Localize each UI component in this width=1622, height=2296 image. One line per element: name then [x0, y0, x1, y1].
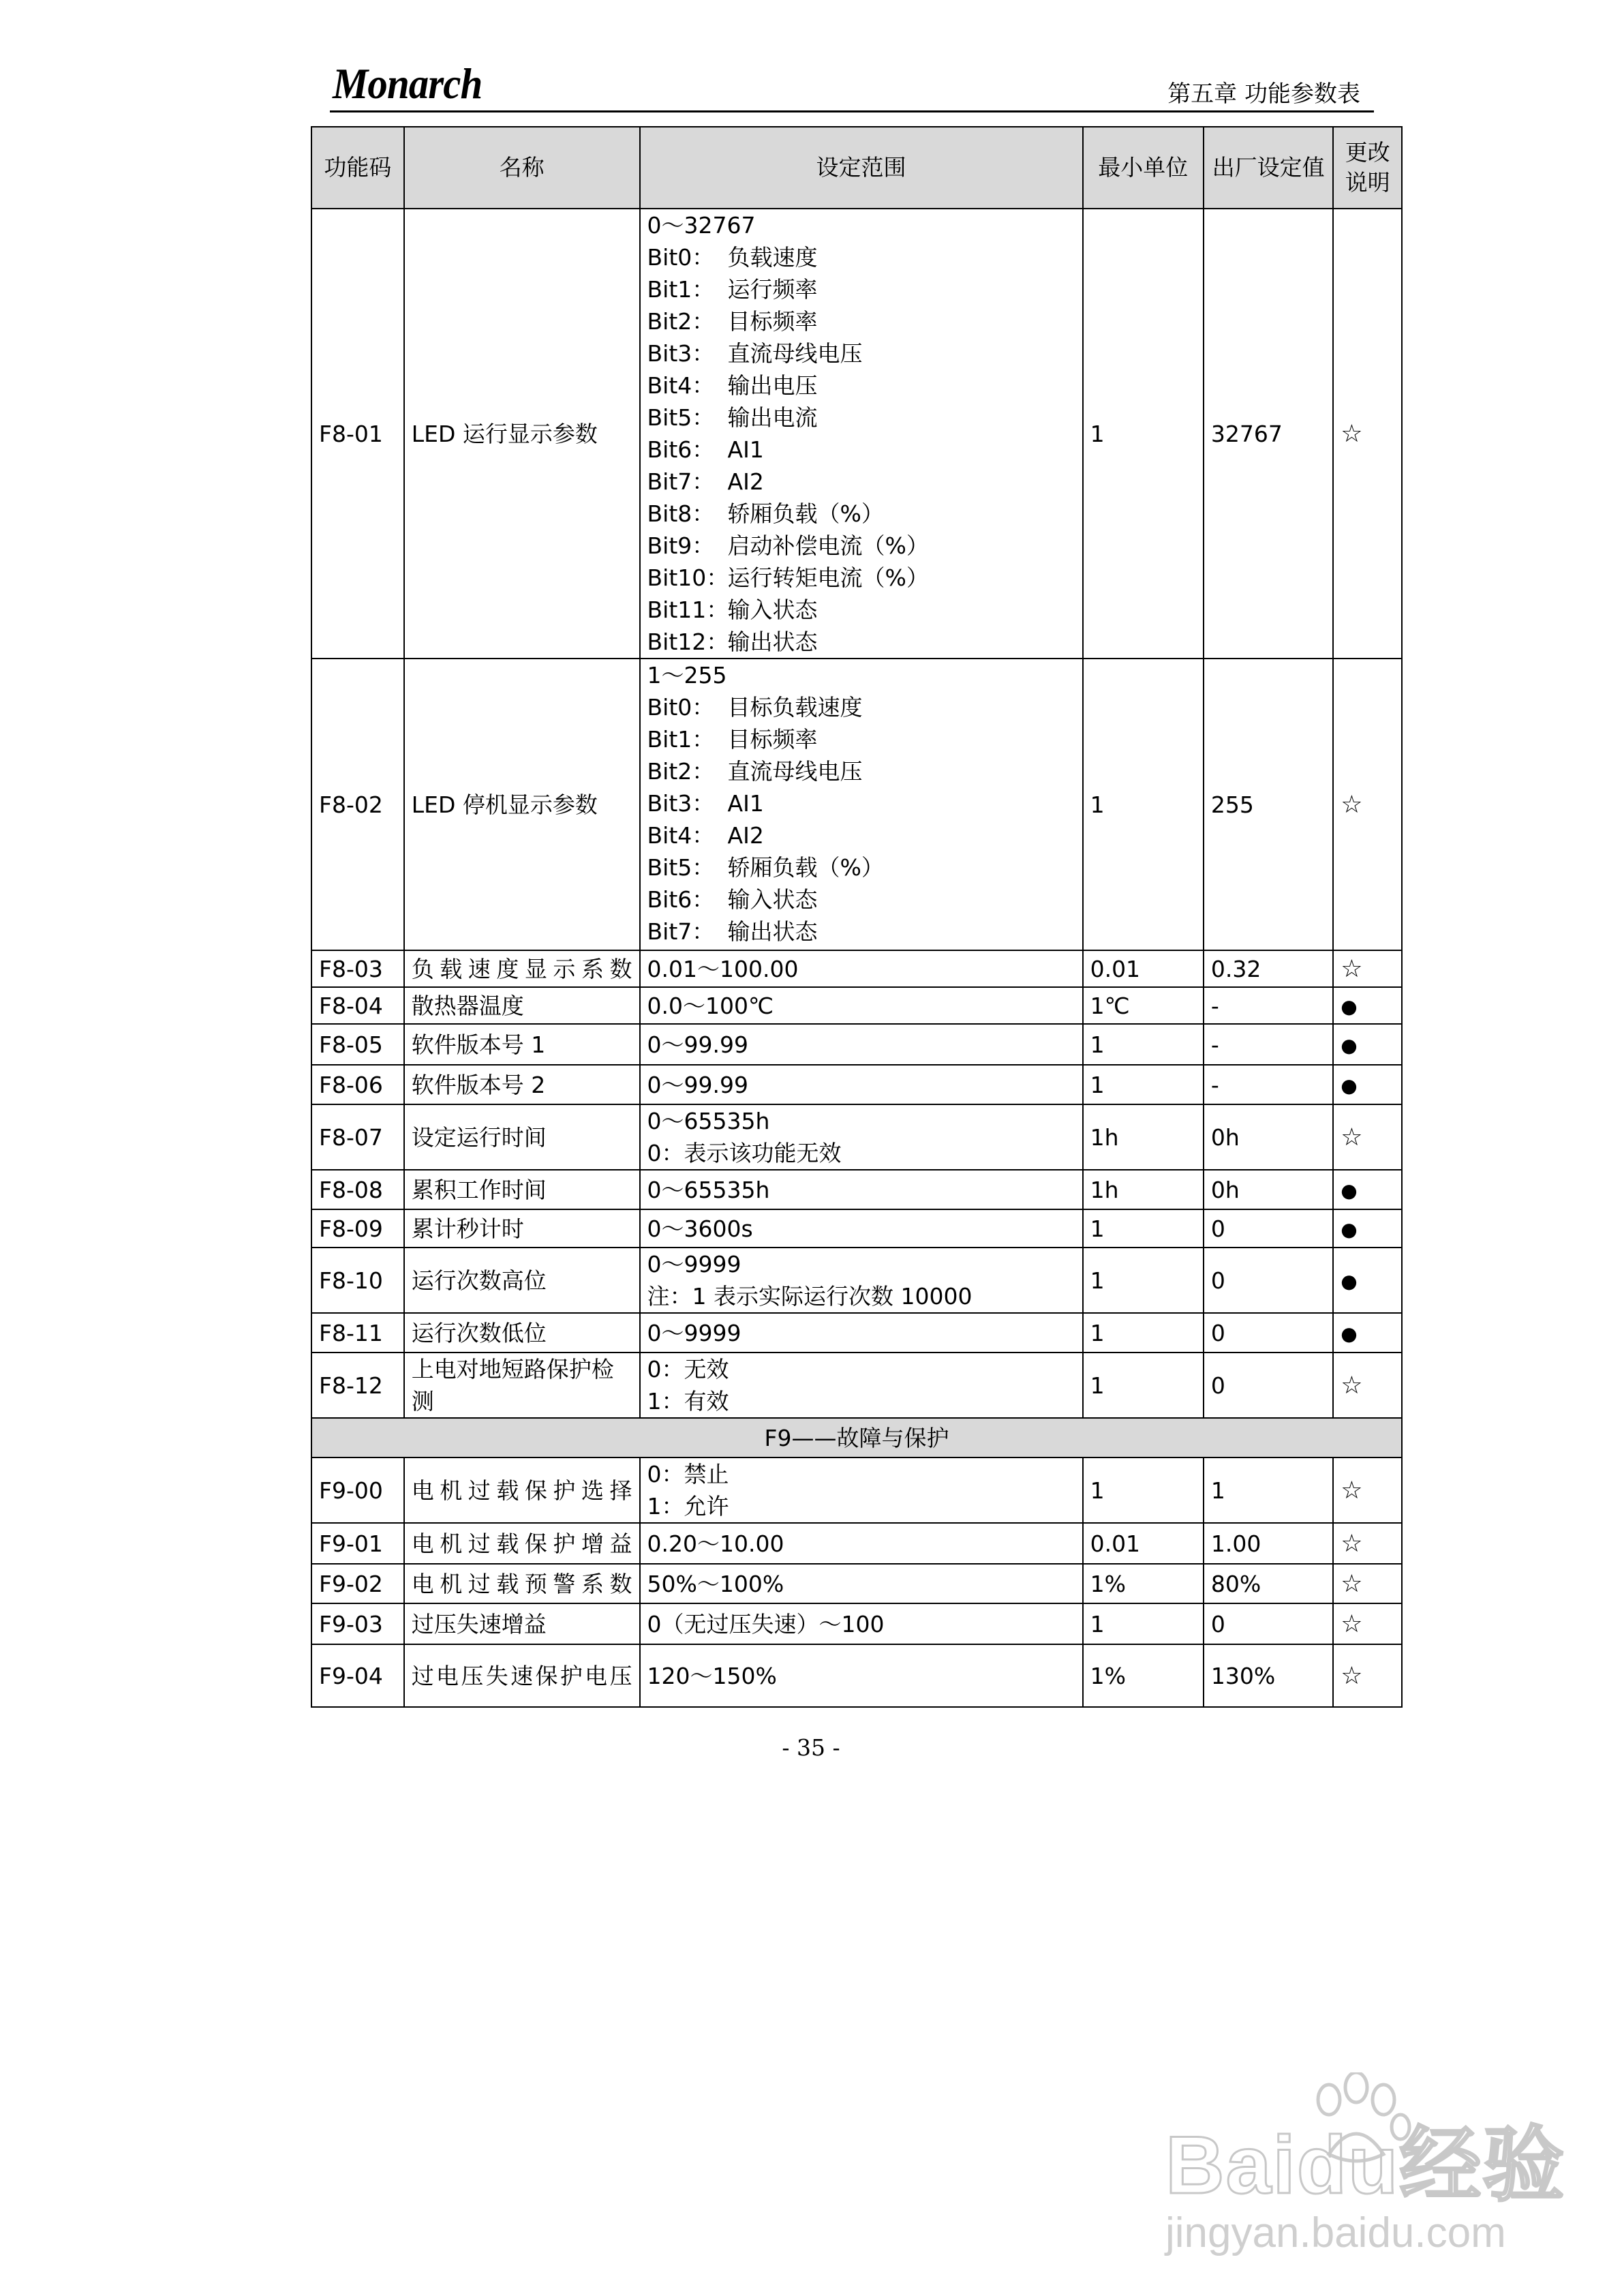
star-icon: ☆ [1341, 1476, 1363, 1505]
range-line: 1：允许 [647, 1493, 729, 1520]
cell-change [1333, 659, 1402, 950]
cell-change [1333, 1564, 1402, 1603]
bit-line [647, 916, 1075, 948]
cell-change [1333, 1170, 1402, 1209]
brand-logo: Monarch [333, 59, 483, 108]
bit-line [647, 530, 1075, 562]
cell-default: 0h [1204, 1170, 1333, 1209]
bit-line [647, 755, 1075, 787]
bit-value: 运行转矩电流（%） [727, 564, 929, 591]
header-rule [330, 110, 1374, 112]
bit-key: Bit9： [647, 532, 715, 559]
cell-unit: 1 [1083, 1353, 1204, 1418]
cell-range [640, 1170, 1083, 1209]
cell-code: F8-06 [311, 1065, 404, 1104]
header-default: 出厂设定值 [1204, 127, 1333, 209]
cell-code: F8-03 [311, 950, 404, 987]
table-row [311, 1644, 1402, 1707]
bit-line [647, 723, 1075, 755]
bit-line [647, 691, 1075, 723]
cell-unit: 1 [1083, 209, 1204, 659]
bit-line [647, 273, 1075, 305]
bit-value: 输出状态 [727, 629, 818, 655]
bit-key: Bit6： [647, 436, 715, 463]
cell-change [1333, 1644, 1402, 1707]
bit-line [647, 305, 1075, 337]
cell-name: 电机过载保护增益 [404, 1523, 640, 1564]
table-row [311, 1457, 1402, 1523]
cell-name: 散热器温度 [404, 987, 640, 1024]
bit-key: Bit6： [647, 886, 715, 913]
bit-line [647, 369, 1075, 402]
bit-line [647, 594, 1075, 626]
cell-unit: 1 [1083, 659, 1204, 950]
cell-name: 软件版本号 1 [404, 1024, 640, 1065]
bit-value: AI2 [727, 468, 764, 495]
cell-range [640, 950, 1083, 987]
cell-change [1333, 1603, 1402, 1644]
cell-change [1333, 1457, 1402, 1523]
star-icon: ☆ [1341, 419, 1363, 448]
cell-change [1333, 1024, 1402, 1065]
cell-unit: 1% [1083, 1564, 1204, 1603]
range-line: 0～65535h [647, 1108, 770, 1134]
bit-key: Bit0： [647, 244, 715, 271]
table-row [311, 209, 1402, 659]
bit-line [647, 851, 1075, 883]
cell-name: 设定运行时间 [404, 1104, 640, 1170]
star-icon: ☆ [1341, 1371, 1363, 1400]
star-icon: ☆ [1341, 1661, 1363, 1690]
bit-line [647, 466, 1075, 498]
dot-icon: ● [1341, 1218, 1358, 1241]
cell-unit: 1h [1083, 1170, 1204, 1209]
cell-range [640, 1313, 1083, 1353]
cell-default: 32767 [1204, 209, 1333, 659]
bit-value: 直流母线电压 [727, 340, 863, 367]
cell-code: F8-09 [311, 1209, 404, 1248]
cell-unit: 1 [1083, 1248, 1204, 1313]
range-line: 50%～100% [647, 1570, 784, 1597]
cell-name: 软件版本号 2 [404, 1065, 640, 1104]
bit-value: 运行频率 [727, 276, 818, 303]
cell-code: F8-11 [311, 1313, 404, 1353]
cell-range [640, 1603, 1083, 1644]
bit-key: Bit8： [647, 500, 715, 527]
range-line: 0～3600s [647, 1215, 753, 1242]
header-name: 名称 [404, 127, 640, 209]
cell-default: 0 [1204, 1248, 1333, 1313]
cell-unit: 1 [1083, 1603, 1204, 1644]
range-line: 0～32767 [647, 212, 756, 239]
cell-default: 0h [1204, 1104, 1333, 1170]
table-row [311, 950, 1402, 987]
bit-line [647, 434, 1075, 466]
bit-line [647, 402, 1075, 434]
bit-value: AI2 [727, 822, 764, 849]
dot-icon: ● [1341, 995, 1358, 1018]
bit-line [647, 498, 1075, 530]
dot-icon: ● [1341, 1074, 1358, 1097]
cell-unit: 1 [1083, 1209, 1204, 1248]
range-line: 0.0～100℃ [647, 992, 774, 1019]
cell-range [640, 1248, 1083, 1313]
cell-name: 运行次数高位 [404, 1248, 640, 1313]
bit-key: Bit10： [647, 564, 729, 591]
cell-unit: 1 [1083, 1065, 1204, 1104]
cell-code: F8-05 [311, 1024, 404, 1065]
cell-name: LED 停机显示参数 [404, 659, 640, 950]
bit-key: Bit5： [647, 854, 715, 881]
table-header-row [311, 127, 1402, 209]
cell-name: 过电压失速保护电压 [404, 1644, 640, 1707]
bit-line [647, 626, 1075, 658]
star-icon: ☆ [1341, 1610, 1363, 1638]
dot-icon: ● [1341, 1179, 1358, 1202]
table-row [311, 1024, 1402, 1065]
bit-key: Bit3： [647, 340, 715, 367]
cell-unit: 1 [1083, 1457, 1204, 1523]
cell-default: 0 [1204, 1603, 1333, 1644]
cell-default: 0 [1204, 1209, 1333, 1248]
bit-line [647, 883, 1075, 916]
bit-value: 目标频率 [727, 726, 818, 753]
range-line: 0～65535h [647, 1176, 770, 1203]
range-line: 1：有效 [647, 1388, 729, 1415]
table-row [311, 1209, 1402, 1248]
bit-key: Bit1： [647, 276, 715, 303]
table-row [311, 1104, 1402, 1170]
cell-name: 累计秒计时 [404, 1209, 640, 1248]
cell-code: F8-12 [311, 1353, 404, 1418]
cell-default: 80% [1204, 1564, 1333, 1603]
star-icon: ☆ [1341, 790, 1363, 819]
range-line: 0：无效 [647, 1356, 729, 1383]
bit-value: AI1 [727, 436, 764, 463]
cell-name: 电机过载预警系数 [404, 1564, 640, 1603]
cell-name: 累积工作时间 [404, 1170, 640, 1209]
bit-value: 启动补偿电流（%） [727, 532, 929, 559]
cell-code: F9-02 [311, 1564, 404, 1603]
cell-default: 130% [1204, 1644, 1333, 1707]
cell-default: 0.32 [1204, 950, 1333, 987]
cell-code: F9-04 [311, 1644, 404, 1707]
header-code: 功能码 [311, 127, 404, 209]
cell-unit: 1 [1083, 1313, 1204, 1353]
range-line: 0.01～100.00 [647, 955, 799, 982]
bit-value: 输出状态 [727, 918, 818, 945]
cell-default: 1 [1204, 1457, 1333, 1523]
cell-change [1333, 1353, 1402, 1418]
table-row [311, 1313, 1402, 1353]
cell-change [1333, 1523, 1402, 1564]
cell-range [640, 1104, 1083, 1170]
page-number: - 35 - [782, 1734, 840, 1761]
range-line: 0：表示该功能无效 [647, 1140, 842, 1166]
bit-line [647, 337, 1075, 369]
cell-change [1333, 1248, 1402, 1313]
parameter-table [311, 126, 1403, 1708]
range-line: 0.20～10.00 [647, 1530, 784, 1557]
range-line: 0～99.99 [647, 1071, 748, 1098]
bit-key: Bit1： [647, 726, 715, 753]
cell-code: F8-07 [311, 1104, 404, 1170]
cell-code: F9-01 [311, 1523, 404, 1564]
bit-value: AI1 [727, 790, 764, 817]
watermark [1124, 2072, 1602, 2277]
cell-name: 负载速度显示系数 [404, 950, 640, 987]
cell-change [1333, 1065, 1402, 1104]
bit-value: 输出电压 [727, 372, 818, 399]
cell-code: F9-03 [311, 1603, 404, 1644]
bit-key: Bit2： [647, 308, 715, 335]
bit-value: 输入状态 [727, 596, 818, 623]
bit-key: Bit11： [647, 596, 729, 623]
dot-icon: ● [1341, 1269, 1358, 1293]
cell-unit: 0.01 [1083, 950, 1204, 987]
cell-name: 电机过载保护选择 [404, 1457, 640, 1523]
cell-default: 1.00 [1204, 1523, 1333, 1564]
star-icon: ☆ [1341, 954, 1363, 983]
cell-change [1333, 1104, 1402, 1170]
cell-change [1333, 1313, 1402, 1353]
dot-icon: ● [1341, 1322, 1358, 1345]
cell-change [1333, 987, 1402, 1024]
cell-change [1333, 209, 1402, 659]
chapter-title: 第五章 功能参数表 [1167, 80, 1360, 108]
cell-code: F8-02 [311, 659, 404, 950]
cell-range [640, 209, 1083, 659]
bit-line [647, 241, 1075, 273]
bit-key: Bit4： [647, 822, 715, 849]
bit-line [647, 562, 1075, 594]
cell-name: 上电对地短路保护检测 [404, 1353, 640, 1418]
cell-range [640, 1644, 1083, 1707]
bit-key: Bit7： [647, 468, 715, 495]
cell-unit: 1h [1083, 1104, 1204, 1170]
table-row [311, 1523, 1402, 1564]
star-icon: ☆ [1341, 1529, 1363, 1558]
bit-value: 输出电流 [727, 404, 818, 431]
cell-name: 过压失速增益 [404, 1603, 640, 1644]
cell-range [640, 1024, 1083, 1065]
cell-default: 0 [1204, 1353, 1333, 1418]
bit-key: Bit5： [647, 404, 715, 431]
cell-unit: 1 [1083, 1024, 1204, 1065]
table-row [311, 987, 1402, 1024]
dot-icon: ● [1341, 1033, 1358, 1057]
table-row [311, 1564, 1402, 1603]
cell-default: - [1204, 1024, 1333, 1065]
bit-line [647, 787, 1075, 819]
range-line: 0～9999 [647, 1251, 741, 1278]
table-row [311, 1248, 1402, 1313]
bit-key: Bit7： [647, 918, 715, 945]
bit-value: 直流母线电压 [727, 758, 863, 785]
bit-key: Bit3： [647, 790, 715, 817]
cell-range [640, 1523, 1083, 1564]
table-row [311, 1353, 1402, 1418]
table-row [311, 1065, 1402, 1104]
cell-change [1333, 950, 1402, 987]
cell-range [640, 1353, 1083, 1418]
cell-name: 运行次数低位 [404, 1313, 640, 1353]
cell-name: LED 运行显示参数 [404, 209, 640, 659]
cell-code: F8-04 [311, 987, 404, 1024]
watermark-url: jingyan.baidu.com [1165, 2209, 1506, 2256]
cell-unit: 1% [1083, 1644, 1204, 1707]
bit-key: Bit4： [647, 372, 715, 399]
bit-value: 轿厢负载（%） [727, 500, 884, 527]
range-line: 0（无过压失速）～100 [647, 1610, 885, 1637]
cell-default: - [1204, 987, 1333, 1024]
bit-value: 负载速度 [727, 244, 818, 271]
section-row [311, 1418, 1402, 1457]
watermark-brand: Baidu经验 [1165, 2119, 1566, 2211]
cell-default: 255 [1204, 659, 1333, 950]
cell-default: 0 [1204, 1313, 1333, 1353]
bit-value: 目标频率 [727, 308, 818, 335]
cell-range [640, 659, 1083, 950]
header-change: 更改说明 [1333, 127, 1402, 209]
cell-range [640, 1209, 1083, 1248]
header-range: 设定范围 [640, 127, 1083, 209]
star-icon: ☆ [1341, 1123, 1363, 1151]
cell-default: - [1204, 1065, 1333, 1104]
bit-value: 目标负载速度 [727, 694, 863, 721]
cell-code: F8-10 [311, 1248, 404, 1313]
range-line: 0～9999 [647, 1319, 741, 1346]
bit-key: Bit12： [647, 629, 729, 655]
range-line: 0～99.99 [647, 1031, 748, 1058]
bit-value: 输入状态 [727, 886, 818, 913]
section-title-f9: F9——故障与保护 [311, 1418, 1402, 1457]
cell-unit: 0.01 [1083, 1523, 1204, 1564]
bit-line [647, 819, 1075, 851]
range-line: 注：1 表示实际运行次数 10000 [647, 1283, 973, 1310]
cell-code: F9-00 [311, 1457, 404, 1523]
header-unit: 最小单位 [1083, 127, 1204, 209]
range-line: 120～150% [647, 1662, 777, 1689]
cell-range [640, 987, 1083, 1024]
table-row [311, 659, 1402, 950]
table-row [311, 1603, 1402, 1644]
cell-code: F8-08 [311, 1170, 404, 1209]
cell-change [1333, 1209, 1402, 1248]
bit-key: Bit2： [647, 758, 715, 785]
range-line: 0：禁止 [647, 1461, 729, 1487]
cell-code: F8-01 [311, 209, 404, 659]
cell-range [640, 1564, 1083, 1603]
cell-range [640, 1457, 1083, 1523]
cell-range [640, 1065, 1083, 1104]
cell-unit: 1℃ [1083, 987, 1204, 1024]
table-row [311, 1170, 1402, 1209]
bit-key: Bit0： [647, 694, 715, 721]
star-icon: ☆ [1341, 1569, 1363, 1598]
range-line: 1～255 [647, 662, 727, 689]
bit-value: 轿厢负载（%） [727, 854, 884, 881]
